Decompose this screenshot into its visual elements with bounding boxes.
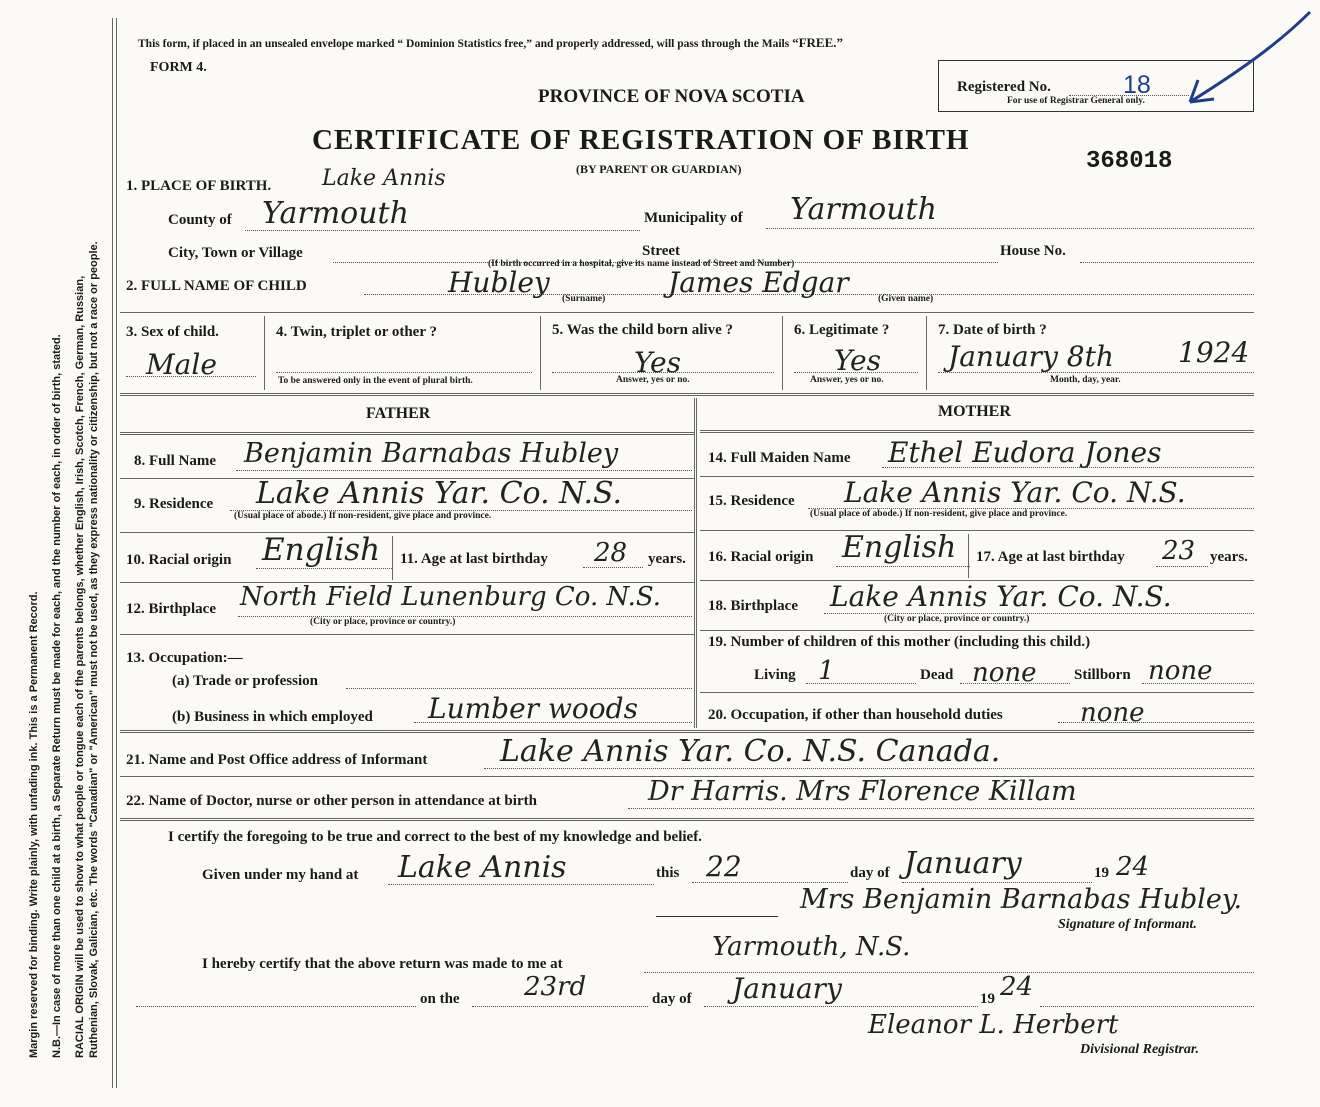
born-alive-note: Answer, yes or no. <box>616 375 690 385</box>
mother-occupation-label: 20. Occupation, if other than household duties <box>708 707 1003 723</box>
mother-racial-value: English <box>842 530 957 565</box>
father-racial-label: 10. Racial origin <box>126 552 232 568</box>
father-heading: FATHER <box>366 405 431 422</box>
form-number: FORM 4. <box>150 60 207 75</box>
this-label: this <box>656 865 680 881</box>
mother-name-label: 14. Full Maiden Name <box>708 450 851 466</box>
registrar-month-value: January <box>732 972 842 1005</box>
mother-residence-value: Lake Annis Yar. Co. N.S. <box>844 476 1186 509</box>
rule-mother-occupation <box>700 692 1254 693</box>
living-label: Living <box>754 667 796 683</box>
rule-above-certification <box>120 818 1254 821</box>
father-age-unit: years. <box>648 551 686 567</box>
father-trade-label: (a) Trade or profession <box>172 673 318 689</box>
hospital-note: (If birth occurred in a hospital, give its name instead of Street and Number) <box>488 259 795 269</box>
rule-below-father-heading <box>120 432 694 435</box>
father-residence-label: 9. Residence <box>134 496 214 512</box>
mother-racial-age-divider <box>968 534 969 578</box>
father-residence-caption: (Usual place of abode.) If non-resident, give place and province. <box>234 511 492 521</box>
rule-above-parents <box>120 393 1254 396</box>
mother-name-value: Ethel Eudora Jones <box>888 436 1162 469</box>
municipality-value: Yarmouth <box>790 192 937 227</box>
mother-racial-label: 16. Racial origin <box>708 549 814 565</box>
date-of-birth-value: January 8th <box>948 340 1114 373</box>
given-day-of-label: day of <box>850 865 890 881</box>
mother-residence-label: 15. Residence <box>708 493 795 509</box>
row3-divider-4 <box>926 316 927 390</box>
parents-divider <box>694 398 697 728</box>
rule-above-row3 <box>120 312 1254 313</box>
row3-divider-1 <box>264 316 265 390</box>
margin-note-binding: Margin reserved for binding. Write plainly, with unfading ink. This is a Permanent Record. <box>28 591 40 1058</box>
father-birthplace-value: North Field Lunenburg Co. N.S. <box>240 582 661 612</box>
informant-value: Lake Annis Yar. Co. N.S. Canada. <box>500 734 1001 769</box>
binding-rule <box>112 18 113 1088</box>
mother-birthplace-caption: (City or place, province or country.) <box>884 614 1030 624</box>
informant-signature-caption: Signature of Informant. <box>1058 917 1197 932</box>
registrar-year-suffix: 24 <box>1000 972 1034 1002</box>
county-value: Yarmouth <box>262 196 409 231</box>
row3-divider-3 <box>782 316 783 390</box>
father-birthplace-label: 12. Birthplace <box>126 601 216 617</box>
rule-mother-children <box>700 630 1254 631</box>
informant-label: 21. Name and Post Office address of Informant <box>126 752 428 768</box>
registrar-day-of-label: day of <box>652 991 692 1007</box>
legitimate-value: Yes <box>834 344 881 377</box>
father-name-value: Benjamin Barnabas Hubley <box>244 438 619 469</box>
place-of-birth-label: 1. PLACE OF BIRTH. <box>126 178 272 194</box>
mother-age-unit: years. <box>1210 549 1248 565</box>
father-racial-age-divider <box>392 536 393 580</box>
mother-heading: MOTHER <box>938 403 1011 420</box>
legitimate-label: 6. Legitimate ? <box>794 322 890 338</box>
margin-note-plural-birth: N.B.—In case of more than one child at a birth, a Separate Return must be made for each, and the number of each, in order of birth, stated. <box>51 334 63 1058</box>
registrar-statement: I hereby certify that the above return was made to me at <box>202 956 563 972</box>
blue-arrow-mark <box>1168 4 1318 114</box>
father-age-label: 11. Age at last birthday <box>400 551 548 567</box>
row3-divider-2 <box>540 316 541 390</box>
doctor-value: Dr Harris. Mrs Florence Killam <box>648 776 1077 807</box>
father-name-label: 8. Full Name <box>134 453 217 469</box>
given-name-caption: (Given name) <box>878 294 934 304</box>
twin-note: To be answered only in the event of plural birth. <box>278 376 473 386</box>
legitimate-note: Answer, yes or no. <box>810 375 884 385</box>
children-count-label: 19. Number of children of this mother (including this child.) <box>708 634 1091 650</box>
child-surname-value: Hubley <box>448 266 550 299</box>
twin-label: 4. Twin, triplet or other ? <box>276 324 437 340</box>
registrar-signature: Eleanor L. Herbert <box>868 1010 1119 1040</box>
given-under-hand-label: Given under my hand at <box>202 867 359 883</box>
mother-birthplace-label: 18. Birthplace <box>708 598 798 614</box>
father-residence-value: Lake Annis Yar. Co. N.S. <box>256 476 623 511</box>
rule-father-racial <box>120 532 694 533</box>
date-of-birth-label: 7. Date of birth ? <box>938 322 1047 338</box>
mother-occupation-value: none <box>1080 698 1145 728</box>
informant-signature: Mrs Benjamin Barnabas Hubley. <box>800 884 1243 915</box>
father-occupation-label: 13. Occupation:— <box>126 650 243 666</box>
registered-number: 18 <box>1123 71 1151 99</box>
registered-label: Registered No. <box>957 79 1051 95</box>
municipality-label: Municipality of <box>644 210 743 226</box>
house-number-label: House No. <box>1000 243 1066 259</box>
stillborn-label: Stillborn <box>1074 667 1131 683</box>
given-year-prefix: 19 <box>1094 865 1109 881</box>
given-day-value: 22 <box>706 850 742 883</box>
born-alive-label: 5. Was the child born alive ? <box>552 322 733 338</box>
registrar-use-note: For use of Registrar General only. <box>1007 96 1145 106</box>
sex-label: 3. Sex of child. <box>126 324 219 340</box>
rule-father-occupation <box>120 634 694 635</box>
father-age-value: 28 <box>594 538 628 568</box>
registrar-place-value: Yarmouth, N.S. <box>712 932 911 962</box>
given-place-value: Lake Annis <box>398 850 567 885</box>
sex-value: Male <box>146 348 217 381</box>
given-year-suffix: 24 <box>1116 852 1150 882</box>
on-the-label: on the <box>420 991 460 1007</box>
given-month-value: January <box>904 846 1022 881</box>
place-of-birth-value: Lake Annis <box>322 166 446 191</box>
certificate-subtitle: (BY PARENT OR GUARDIAN) <box>576 162 742 176</box>
mail-notice: This form, if placed in an unsealed envelope marked “ Dominion Statistics free,” and properly addressed, will pass through the Mails “FREE.” <box>138 35 843 50</box>
born-alive-value: Yes <box>634 346 681 379</box>
county-label: County of <box>168 212 232 228</box>
date-of-birth-year: 1924 <box>1178 336 1250 369</box>
living-value: 1 <box>818 656 835 686</box>
father-racial-value: English <box>262 532 381 568</box>
province-heading: PROVINCE OF NOVA SCOTIA <box>538 86 805 107</box>
registrar-day-value: 23rd <box>524 972 587 1002</box>
mother-age-value: 23 <box>1162 536 1196 566</box>
father-birthplace-caption: (City or place, province or country.) <box>310 617 456 627</box>
child-given-name-value: James Edgar <box>668 266 849 299</box>
child-name-label: 2. FULL NAME OF CHILD <box>126 278 307 294</box>
mother-birthplace-value: Lake Annis Yar. Co. N.S. <box>830 580 1172 613</box>
margin-note-racial-origin: RACIAL ORIGIN will be used to show to what people or tongue each of the parents belongs, whether English, Irish, Scotch, French, German, Russian, <box>74 275 86 1058</box>
city-town-village-label: City, Town or Village <box>168 245 303 261</box>
binding-rule-inner <box>116 18 117 1088</box>
registrar-signature-caption: Divisional Registrar. <box>1080 1042 1200 1057</box>
stillborn-value: none <box>1148 656 1213 686</box>
rule-mother-racial <box>700 530 1254 531</box>
mother-residence-caption: (Usual place of abode.) If non-resident, give place and province. <box>810 509 1068 519</box>
street-label: Street <box>642 243 681 259</box>
dead-value: none <box>972 658 1037 688</box>
registrar-year-prefix: 19 <box>980 991 995 1007</box>
surname-caption: (Surname) <box>562 294 606 304</box>
certificate-title: CERTIFICATE OF REGISTRATION OF BIRTH <box>312 124 970 156</box>
rule-below-mother-heading <box>700 430 1254 433</box>
doctor-label: 22. Name of Doctor, nurse or other person in attendance at birth <box>126 793 537 809</box>
dead-label: Dead <box>920 667 954 683</box>
rule-above-informant <box>120 730 1254 733</box>
certification-statement: I certify the foregoing to be true and correct to the best of my knowledge and belief. <box>168 829 702 845</box>
informant-signature-line-left <box>656 916 778 917</box>
margin-note-nationality: Ruthenian, Slovak, Galician, etc. The words "Canadian" or "American" must not be used, as they express nationality or citizenship, but not a race or people. <box>88 241 100 1058</box>
mother-age-label: 17. Age at last birthday <box>976 549 1125 565</box>
certificate-number: 368018 <box>1086 148 1173 175</box>
date-of-birth-note: Month, day, year. <box>1050 375 1121 385</box>
father-business-label: (b) Business in which employed <box>172 709 373 725</box>
father-business-value: Lumber woods <box>428 692 638 725</box>
